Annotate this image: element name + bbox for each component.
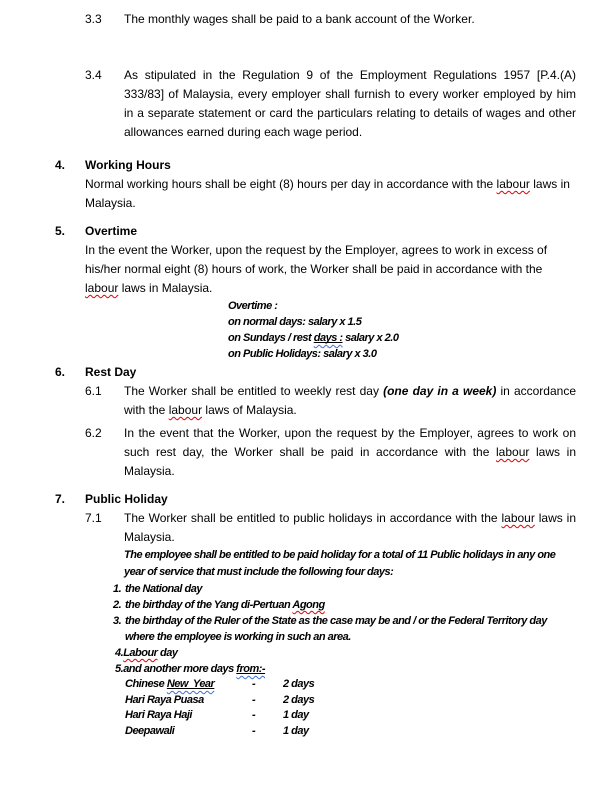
section-4-text: Normal working hours shall be eight (8) hours per day in accordance with the <box>85 177 497 191</box>
misspelled-word-agong: Agong <box>292 599 325 611</box>
holiday-name: Hari Raya Puasa <box>125 693 204 706</box>
section-4-heading <box>55 156 576 175</box>
public-holiday-list <box>113 581 576 677</box>
clause-7-1-number: 7.1 <box>85 511 102 525</box>
clause-6-1 <box>85 382 576 420</box>
section-4-title: Working Hours <box>85 158 171 172</box>
grammar-flagged-new-year: New Year <box>166 678 215 690</box>
extra-holiday-days-table <box>124 677 576 739</box>
section-5-body <box>55 241 576 298</box>
dash-separator: - <box>252 678 256 690</box>
section-7-number: 7. <box>55 492 66 506</box>
clause-6-1-text: The Worker shall be entitled to weekly rest day (one day in a week) in accordance with the labour laws of Malaysia. <box>124 384 576 417</box>
holiday-name: Deepawali <box>125 724 175 737</box>
clause-6-2-text: In the event that the Worker, upon the request by the Employer, agrees to work on such rest day, the Worker shall be paid in accordance with the labour laws in Malaysia. <box>124 426 576 478</box>
holiday-item-5-number: 5. <box>115 663 124 675</box>
grammar-flagged-from: from:- <box>236 663 266 675</box>
dash-separator: - <box>252 693 256 706</box>
section-5-number: 5. <box>55 224 66 238</box>
holiday-item-4-text: Labour day <box>123 647 178 659</box>
section-5-title: Overtime <box>85 224 138 238</box>
holiday-name: Chinese New Year <box>125 678 215 690</box>
holiday-item-3 <box>113 613 576 645</box>
holiday-item-5-text: and another more days from:- <box>123 663 266 675</box>
dash-separator: - <box>252 724 256 737</box>
section-4-paragraph <box>85 175 576 213</box>
section-7-title: Public Holiday <box>85 492 168 506</box>
table-row <box>125 724 576 740</box>
public-holiday-intro: The employee shall be entitled to be paid holiday for a total of 11 Public holidays in any one year of service that must include the following four days: <box>124 549 556 578</box>
misspelled-word-labour: labour <box>501 511 535 525</box>
holiday-item-3-text: the birthday of the Ruler of the State as the case may be and / or the Federal Territory day where the employee is working in such an area. <box>125 615 547 643</box>
clause-6-1-number: 6.1 <box>85 384 102 398</box>
holiday-name: Hari Raya Haji <box>125 709 192 721</box>
section-4-text-end: laws in Malaysia. <box>85 177 570 210</box>
misspelled-word-labour: Labour <box>123 647 158 659</box>
overtime-rate-normal: on normal days: salary x 1.5 <box>228 316 362 328</box>
clause-3-3-text: The monthly wages shall be paid to a bank account of the Worker. <box>124 12 475 26</box>
dash-separator: - <box>252 709 256 721</box>
misspelled-word-labour: labour <box>168 403 203 417</box>
holiday-days: 1 day <box>283 724 309 737</box>
holiday-item-1-number: 1. <box>113 583 122 595</box>
clause-3-3 <box>85 10 576 29</box>
clause-3-4-number: 3.4 <box>85 68 102 82</box>
clause-6-2 <box>85 424 576 481</box>
overtime-rates-block <box>228 298 576 362</box>
holiday-item-1 <box>113 581 576 597</box>
overtime-rate-public-holiday: on Public Holidays: salary x 3.0 <box>228 348 377 360</box>
section-4-number: 4. <box>55 158 66 172</box>
holiday-days: 2 days <box>283 678 315 690</box>
public-holiday-details <box>113 547 576 739</box>
clause-3-4 <box>85 66 576 142</box>
holiday-item-5 <box>115 661 576 677</box>
holiday-days: 2 days <box>283 693 315 706</box>
clause-3-3-number: 3.3 <box>85 12 102 26</box>
holiday-item-3-number: 3. <box>113 615 122 627</box>
grammar-flagged-days: days : <box>313 332 343 344</box>
section-6-heading <box>55 363 576 382</box>
table-row <box>125 677 576 693</box>
emphasis-one-day-in-a-week: (one day in a week) <box>383 384 497 398</box>
misspelled-word-labour: labour <box>85 281 119 295</box>
clause-7-1 <box>85 509 576 547</box>
section-5-heading <box>55 222 576 241</box>
section-6-number: 6. <box>55 365 66 379</box>
misspelled-word-labour: labour <box>496 445 530 459</box>
holiday-item-2-text: the birthday of the Yang di-Pertuan Agong <box>125 599 325 611</box>
holiday-item-4-number: 4. <box>115 647 124 659</box>
section-5-text-end: laws in Malaysia. <box>118 281 213 295</box>
misspelled-word-labour: labour <box>496 177 530 191</box>
overtime-rate-sunday: on Sundays / rest days : salary x 2.0 <box>228 332 399 344</box>
section-4-body <box>55 175 576 213</box>
section-6-title: Rest Day <box>85 365 137 379</box>
holiday-item-2-number: 2. <box>113 599 122 611</box>
holiday-item-4 <box>115 645 576 661</box>
clause-3-4-text: As stipulated in the Regulation 9 of the Employment Regulations 1957 [P.4.(A) 333/83] of Malaysia, every employer shall furnish to every worker employed by him in a separate statement or card the particulars relating to details of wages and other allowances earned during each wage period. <box>124 68 576 139</box>
table-row <box>125 708 576 724</box>
section-7-heading <box>55 490 576 509</box>
clause-7-1-text: The Worker shall be entitled to public holidays in accordance with the labour laws in Malaysia. <box>124 511 576 544</box>
section-5-text: In the event the Worker, upon the request by the Employer, agrees to work in excess of his/her normal eight (8) hours of work, the Worker shall be paid in accordance with the <box>85 243 548 276</box>
overtime-rates-title: Overtime : <box>228 300 278 312</box>
holiday-item-2 <box>113 597 576 613</box>
clause-6-2-number: 6.2 <box>85 426 102 440</box>
section-5-paragraph <box>85 241 576 298</box>
table-row <box>125 693 576 709</box>
holiday-days: 1 day <box>283 709 309 721</box>
holiday-item-1-text: the National day <box>125 583 202 595</box>
